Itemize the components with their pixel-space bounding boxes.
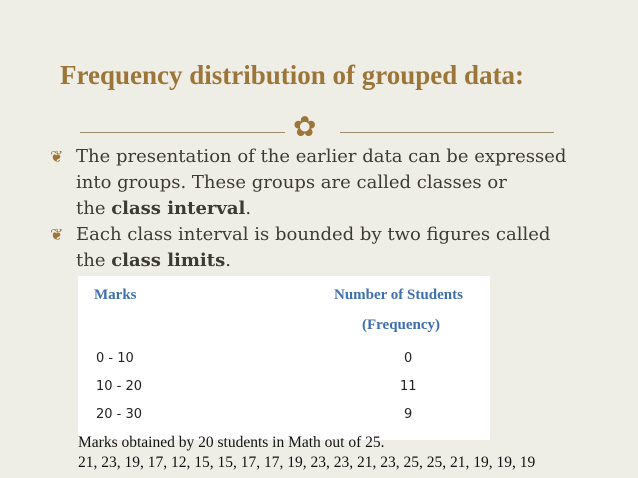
frequency-table [78, 276, 490, 440]
bullet-line: the class interval. [76, 198, 252, 219]
bullet-line: Each class interval is bounded by two figures called [76, 224, 551, 245]
table-cell-marks: 20 - 30 [96, 407, 143, 422]
swirl-ornament-icon: ✿ [293, 110, 317, 143]
footnote-line-1: Marks obtained by 20 students in Math out of 25. [78, 434, 385, 451]
title-divider-left [80, 132, 285, 133]
bold-term: class interval [111, 198, 246, 219]
bold-term: class limits [111, 250, 226, 271]
slide-title: Frequency distribution of grouped data: [60, 60, 525, 90]
footnote-line-2: 21, 23, 19, 17, 12, 15, 15, 17, 17, 19, 23, 23, 21, 23, 25, 25, 21, 19, 19, 19 [78, 454, 536, 471]
bullet-line: The presentation of the earlier data can be expressed [76, 146, 567, 167]
table-cell-frequency: 11 [400, 379, 417, 394]
table-cell-frequency: 9 [404, 407, 413, 422]
bullet-line: the class limits. [76, 250, 231, 271]
bullet-line: into groups. These groups are called classes or [76, 172, 507, 193]
table-cell-marks: 10 - 20 [96, 379, 143, 394]
table-header-marks: Marks [94, 287, 137, 303]
swirl-bullet-icon: ❦ [50, 225, 64, 244]
table-header-students: Number of Students [334, 287, 463, 303]
table-cell-frequency: 0 [404, 351, 413, 366]
bullet-item-class-interval [50, 144, 590, 222]
bullet-item-class-limits [50, 222, 590, 274]
title-divider-right [340, 132, 554, 133]
table-subheader-frequency: (Frequency) [362, 317, 441, 333]
table-cell-marks: 0 - 10 [96, 351, 134, 366]
swirl-bullet-icon: ❦ [50, 147, 64, 166]
